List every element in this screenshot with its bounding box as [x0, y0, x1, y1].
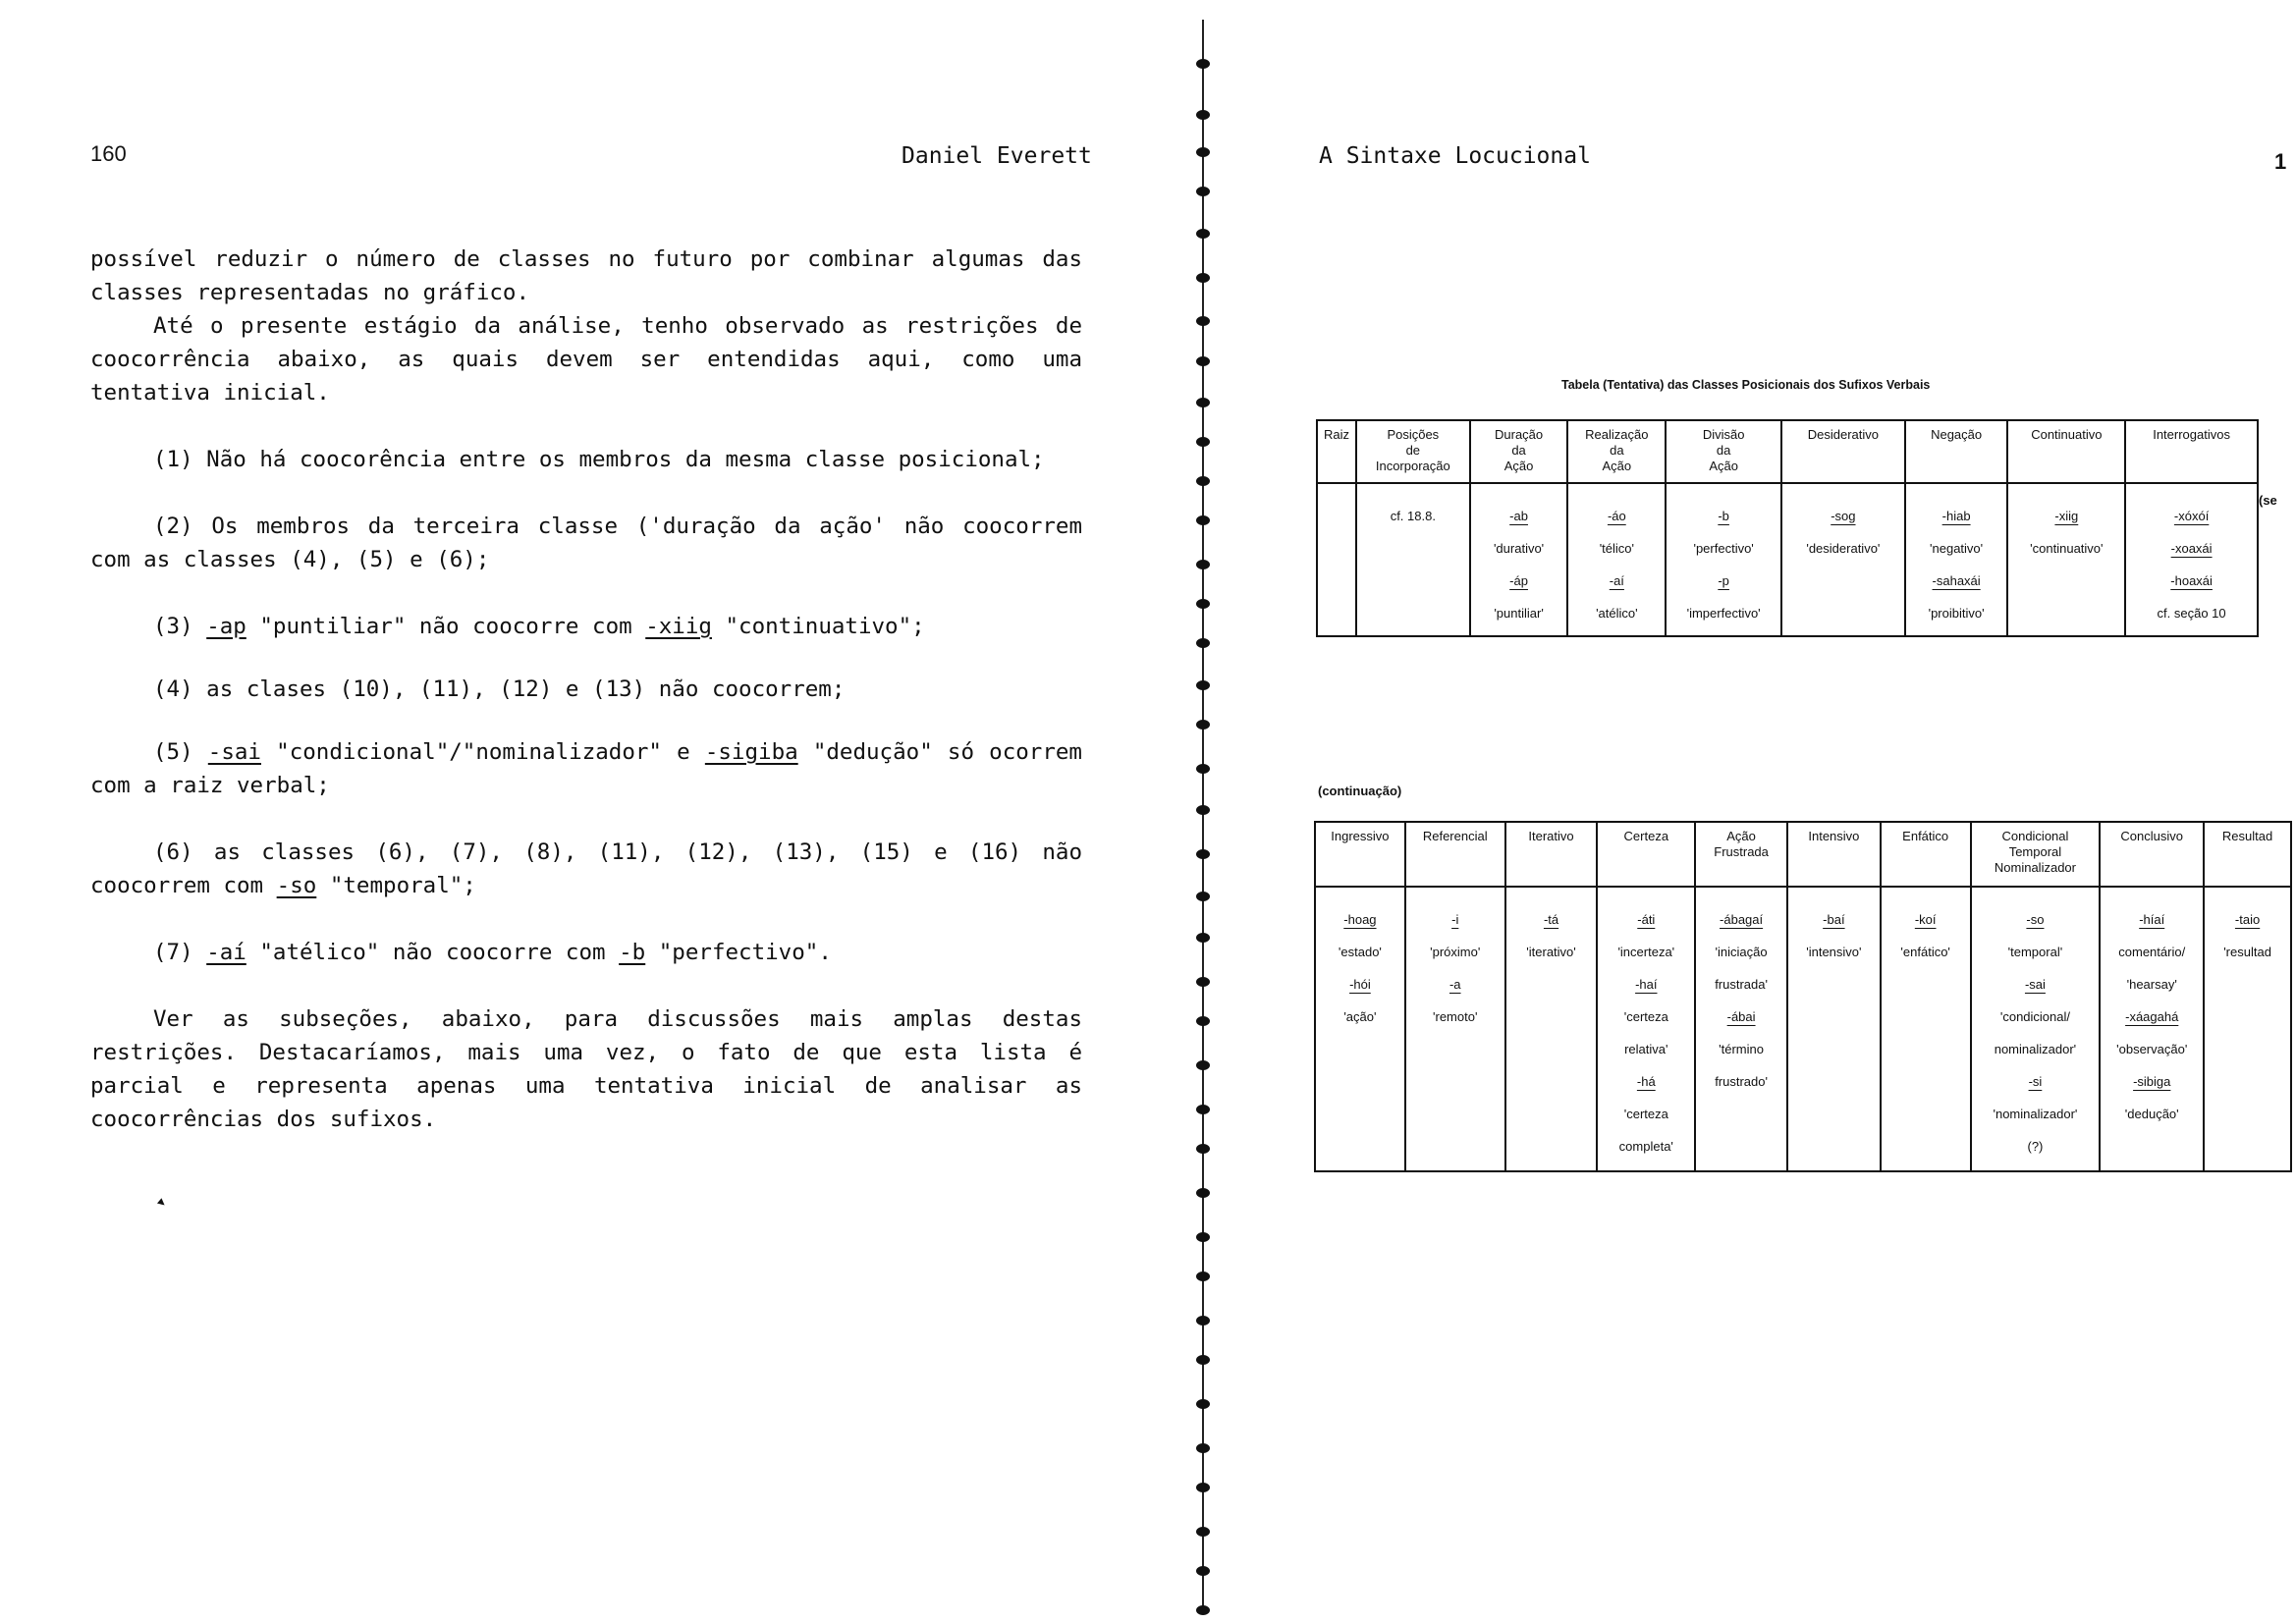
suffix-class-table [1316, 419, 2259, 637]
continuation-label: (continuação) [1318, 784, 1402, 798]
table-cell: -i 'próximo' -a 'remoto' [1405, 887, 1505, 1171]
restriction-7: (7) -aí "atélico" não coocorre com -b "perfectivo". [153, 940, 832, 965]
header-resultativo: Resultad [2204, 822, 2291, 887]
side-note: (se [2259, 493, 2277, 508]
table-cell: -xóxóí -xoaxái -hoaxái cf. seção 10 [2125, 483, 2258, 636]
table-cell: -sog 'desiderativo' [1781, 483, 1905, 636]
header-iterativo: Iterativo [1505, 822, 1598, 887]
header-negacao: Negação [1905, 420, 2008, 483]
table-cell: -híaí comentário/ 'hearsay' -xáagahá 'observação' -sibiga 'dedução' [2100, 887, 2204, 1171]
table-cell: -taio 'resultad [2204, 887, 2291, 1171]
suffix-term: -sigiba [704, 739, 798, 765]
paragraph: possível reduzir o número de classes no futuro por combinar algumas das classes representadas no gráfico. [90, 246, 1082, 305]
stray-mark-icon: ▸ [151, 1190, 174, 1215]
spiral-binding [1196, 20, 1210, 1610]
header-desiderativo: Desiderativo [1781, 420, 1905, 483]
header-ingressivo: Ingressivo [1315, 822, 1405, 887]
table-cell: -koí 'enfático' [1881, 887, 1971, 1171]
suffix-term: -so [276, 873, 317, 898]
table-title: Tabela (Tentativa) das Classes Posicionais dos Sufixos Verbais [1561, 378, 1931, 392]
table-cell: -áti 'incerteza' -haí 'certeza relativa' -há 'certeza completa' [1597, 887, 1695, 1171]
suffix-term: -b [619, 940, 646, 965]
page-number-right: 1 [2274, 149, 2287, 174]
table-cell: -so 'temporal' -sai 'condicional/ nominalizador' -si 'nominalizador' (?) [1971, 887, 2101, 1171]
header-posicoes: Posições de Incorporação [1356, 420, 1470, 483]
table-cell: cf. 18.8. [1356, 483, 1470, 636]
header-condicional: Condicional Temporal Nominalizador [1971, 822, 2101, 887]
suffix-term: -aí [206, 940, 246, 965]
header-interrogativos: Interrogativos [2125, 420, 2258, 483]
table-cell: -ab 'durativo' -áp 'puntiliar' [1470, 483, 1568, 636]
header-duracao: Duração da Ação [1470, 420, 1568, 483]
header-intensivo: Intensivo [1787, 822, 1881, 887]
table-cell: -áo 'télico' -aí 'atélico' [1567, 483, 1666, 636]
suffix-term: -xiig [645, 614, 712, 639]
suffix-term: -sai [207, 739, 261, 765]
header-enfatico: Enfático [1881, 822, 1971, 887]
table-cell [1317, 483, 1356, 636]
restriction-4: (4) as clases (10), (11), (12) e (13) não coocorrem; [153, 676, 846, 702]
table-cell: -baí 'intensivo' [1787, 887, 1881, 1171]
table-cell: -xiig 'continuativo' [2007, 483, 2125, 636]
paragraph: Até o presente estágio da análise, tenho observado as restrições de coocorrência abaixo, as quais devem ser entendidas aqui, como uma tentativa inicial. [90, 313, 1082, 406]
suffix-term: -ap [206, 614, 246, 639]
header-certeza: Certeza [1597, 822, 1695, 887]
header-referencial: Referencial [1405, 822, 1505, 887]
header-acao-frustrada: Ação Frustrada [1695, 822, 1787, 887]
running-head-left: Daniel Everett [902, 143, 1092, 169]
page-number-left: 160 [90, 141, 127, 166]
restriction-1: (1) Não há coocorência entre os membros da mesma classe posicional; [153, 447, 1045, 472]
restriction-5: (5) -sai "condicional"/"nominalizador" e -sigiba "dedução" só ocorrem com a raiz verbal; [90, 739, 1082, 798]
header-raiz: Raiz [1317, 420, 1356, 483]
table-cell: -b 'perfectivo' -p 'imperfectivo' [1666, 483, 1781, 636]
closing-paragraph: Ver as subseções, abaixo, para discussões mais amplas destas restrições. Destacaríamos, mais uma vez, o fato de que esta lista é parcial e representa apenas uma tentativa inicial de analisar as coocorrências dos sufixos. [90, 1006, 1082, 1132]
suffix-class-table-continuation [1314, 821, 2292, 1172]
table-cell: -hiab 'negativo' -sahaxái 'proibitivo' [1905, 483, 2008, 636]
table-cell: -ábagaí 'iniciação frustrada' -ábai 'término frustrado' [1695, 887, 1787, 1171]
body-text-left [90, 243, 1082, 1136]
table-cell: -tá 'iterativo' [1505, 887, 1598, 1171]
table-cell: -hoag 'estado' -hói 'ação' [1315, 887, 1405, 1171]
header-realizacao: Realização da Ação [1567, 420, 1666, 483]
header-conclusivo: Conclusivo [2100, 822, 2204, 887]
restriction-3: (3) -ap "puntiliar" não coocorre com -xiig "continuativo"; [153, 614, 925, 639]
restriction-2: (2) Os membros da terceira classe ('duração da ação' não coocorrem com as classes (4), (5) e (6); [90, 514, 1082, 572]
restriction-6: (6) as classes (6), (7), (8), (11), (12), (13), (15) e (16) não coocorrem com -so "temporal"; [90, 839, 1082, 898]
header-divisao: Divisão da Ação [1666, 420, 1781, 483]
running-head-right: A Sintaxe Locucional [1319, 143, 1591, 169]
header-continuativo: Continuativo [2007, 420, 2125, 483]
